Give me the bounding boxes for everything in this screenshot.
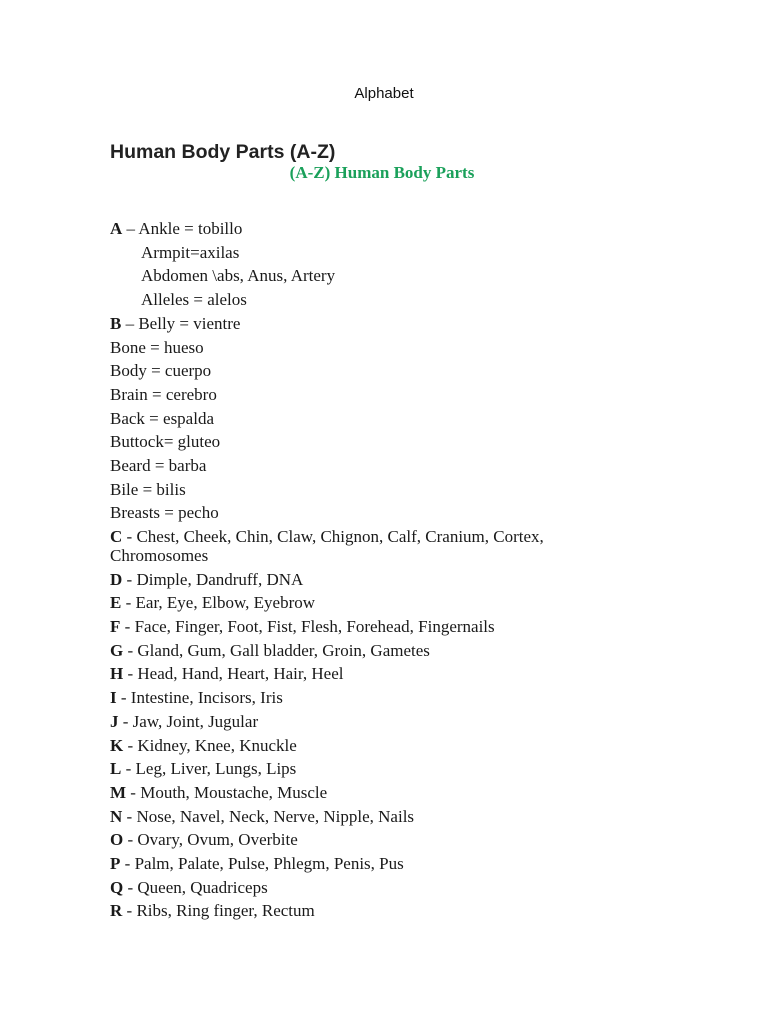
entry-letter: C bbox=[110, 527, 123, 547]
list-item bbox=[110, 852, 550, 876]
entry-separator: - bbox=[123, 640, 138, 660]
list-item bbox=[110, 264, 550, 288]
entry-separator: - bbox=[120, 617, 135, 637]
list-item bbox=[110, 241, 550, 265]
entry-text: Queen, Quadriceps bbox=[137, 877, 268, 897]
entry-text: Gland, Gum, Gall bladder, Groin, Gametes bbox=[137, 640, 430, 660]
list-item bbox=[110, 454, 550, 478]
entry-separator: - bbox=[116, 688, 131, 708]
entry-separator: - bbox=[121, 593, 136, 613]
page-header: Alphabet bbox=[354, 85, 414, 102]
entry-text: Brain = cerebro bbox=[110, 384, 217, 404]
entry-text: Intestine, Incisors, Iris bbox=[130, 688, 283, 708]
entry-text: Beard = barba bbox=[110, 456, 207, 476]
list-item bbox=[110, 288, 550, 312]
list-item bbox=[110, 686, 550, 710]
entry-text: Ovary, Ovum, Overbite bbox=[137, 830, 298, 850]
list-item bbox=[110, 336, 550, 360]
entry-letter: L bbox=[110, 759, 122, 779]
page-subtitle: (A-Z) Human Body Parts bbox=[289, 163, 475, 182]
entry-letter: I bbox=[110, 688, 117, 708]
entry-text: Ankle = tobillo bbox=[138, 219, 243, 238]
list-item bbox=[110, 430, 550, 454]
list-item bbox=[110, 781, 550, 805]
entry-letter: H bbox=[110, 664, 124, 684]
entry-text: Bile = bilis bbox=[110, 479, 186, 499]
entry-text: Ear, Eye, Elbow, Eyebrow bbox=[135, 593, 316, 613]
entry-letter: O bbox=[110, 830, 124, 850]
entry-text: Ribs, Ring finger, Rectum bbox=[136, 901, 315, 921]
entry-text: Breasts = pecho bbox=[110, 503, 219, 523]
entry-separator: - bbox=[123, 877, 138, 897]
list-item bbox=[110, 899, 550, 923]
list-item bbox=[110, 359, 550, 383]
list-item bbox=[110, 757, 550, 781]
entry-text: Kidney, Knee, Knuckle bbox=[137, 735, 297, 755]
list-item bbox=[110, 615, 550, 639]
entry-separator: - bbox=[122, 806, 137, 826]
entry-letter: M bbox=[110, 782, 127, 802]
entry-text: Mouth, Moustache, Muscle bbox=[140, 782, 328, 802]
entry-letter: N bbox=[110, 806, 123, 826]
entry-separator: - bbox=[122, 569, 137, 589]
entry-text: Jaw, Joint, Jugular bbox=[132, 711, 259, 731]
entry-letter: G bbox=[110, 640, 124, 660]
entry-text: Palm, Palate, Pulse, Phlegm, Penis, Pus bbox=[134, 854, 404, 874]
entry-separator: - bbox=[122, 901, 137, 921]
list-item bbox=[110, 383, 550, 407]
list-item bbox=[110, 828, 550, 852]
entry-letter: F bbox=[110, 617, 121, 637]
list-item bbox=[110, 662, 550, 686]
entry-text: Leg, Liver, Lungs, Lips bbox=[135, 759, 297, 779]
entry-separator: – bbox=[122, 219, 139, 238]
list-item bbox=[110, 876, 550, 900]
entry-text: Body = cuerpo bbox=[110, 361, 212, 381]
list-item bbox=[110, 407, 550, 431]
list-item bbox=[110, 734, 550, 758]
entry-text: Face, Finger, Foot, Fist, Flesh, Forehead, Fingernails bbox=[134, 617, 495, 637]
entry-text: Belly = vientre bbox=[138, 313, 241, 333]
list-item bbox=[110, 217, 550, 241]
list-item bbox=[110, 478, 550, 502]
entry-text: Abdomen \abs, Anus, Artery bbox=[141, 266, 336, 286]
page-title: Human Body Parts (A-Z) bbox=[110, 141, 336, 163]
entry-separator: - bbox=[122, 527, 137, 547]
entry-separator: - bbox=[123, 830, 138, 850]
entry-letter: B bbox=[110, 313, 122, 333]
list-item bbox=[110, 312, 550, 336]
entry-text: Chest, Cheek, Chin, Claw, Chignon, Calf, Cranium, Cortex, Chromosomes bbox=[110, 527, 544, 566]
entry-text: Buttock= gluteo bbox=[110, 432, 221, 452]
list-item bbox=[110, 525, 550, 568]
entry-letter: Q bbox=[110, 877, 124, 897]
entry-letter: P bbox=[110, 854, 121, 874]
entry-separator: - bbox=[123, 735, 138, 755]
entry-letter: E bbox=[110, 593, 122, 613]
entry-letter: R bbox=[110, 901, 123, 921]
entry-letter: K bbox=[110, 735, 124, 755]
entry-separator: - bbox=[126, 782, 141, 802]
list-item bbox=[110, 639, 550, 663]
entry-text: Dimple, Dandruff, DNA bbox=[136, 569, 304, 589]
list-item bbox=[110, 591, 550, 615]
entry-text: Bone = hueso bbox=[110, 337, 204, 357]
entry-letter: A bbox=[110, 219, 123, 238]
entry-text: Head, Hand, Heart, Hair, Heel bbox=[137, 664, 344, 684]
entry-separator: - bbox=[123, 664, 138, 684]
entry-letter: J bbox=[110, 711, 119, 731]
entry-separator: - bbox=[121, 759, 136, 779]
entry-separator: - bbox=[120, 854, 135, 874]
entry-separator: – bbox=[121, 313, 139, 333]
entry-separator: - bbox=[118, 711, 133, 731]
list-item bbox=[110, 805, 550, 829]
entry-letter: D bbox=[110, 569, 123, 589]
entry-text: Nose, Navel, Neck, Nerve, Nipple, Nails bbox=[136, 806, 415, 826]
entry-text: Alleles = alelos bbox=[141, 290, 247, 310]
list-item bbox=[110, 501, 550, 525]
body-parts-list bbox=[110, 217, 550, 923]
list-item bbox=[110, 710, 550, 734]
entry-text: Back = espalda bbox=[110, 408, 214, 428]
entry-text: Armpit=axilas bbox=[141, 242, 240, 262]
list-item bbox=[110, 568, 550, 592]
